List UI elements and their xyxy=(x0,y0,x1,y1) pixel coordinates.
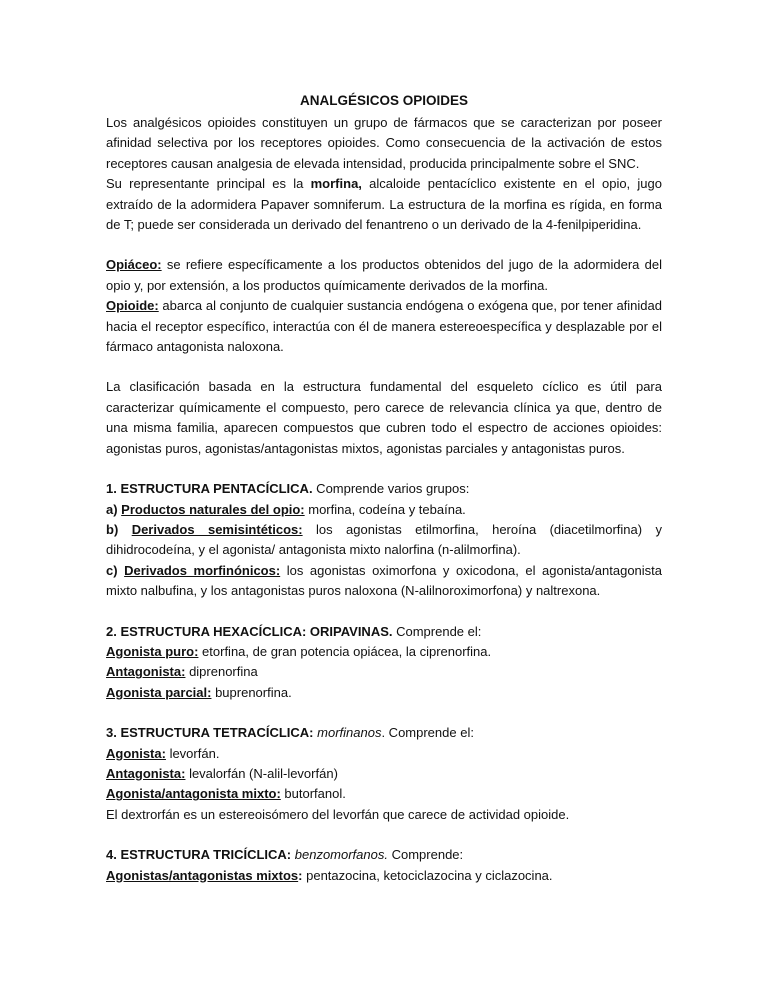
text: se refiere específicamente a los productos obtenidos del jugo de la adormidera del opio y, por extensión, a los productos químicamente derivados de la morfina. xyxy=(106,257,662,293)
section-2-line-2 xyxy=(106,662,662,682)
section-3-line-2 xyxy=(106,764,662,784)
term: Agonista/antagonista mixto: xyxy=(106,786,281,802)
section-1-item-b xyxy=(106,520,662,561)
section-2-line-3 xyxy=(106,683,662,703)
text: Comprende varios grupos: xyxy=(312,481,470,497)
section-1-heading xyxy=(106,479,662,499)
heading-italic: benzomorfanos. xyxy=(294,847,388,863)
section-1-item-a xyxy=(106,500,662,520)
opioide-definition xyxy=(106,296,662,357)
text: morfina, codeína y tebaína. xyxy=(304,501,466,517)
label: b) xyxy=(106,521,132,537)
colon: : xyxy=(298,867,303,883)
term: Productos naturales del opio: xyxy=(121,501,305,517)
term: Antagonista: xyxy=(106,664,186,680)
text: buprenorfina. xyxy=(211,684,292,700)
term: Agonistas/antagonistas mixtos xyxy=(106,867,299,883)
text: Comprende: xyxy=(387,847,464,863)
heading: 1. ESTRUCTURA PENTACÍCLICA. xyxy=(106,481,313,497)
term: Derivados morfinónicos: xyxy=(124,562,281,578)
text: levalorfán (N-alil-levorfán) xyxy=(185,765,338,781)
term: Agonista: xyxy=(106,745,166,761)
section-2-heading xyxy=(106,622,662,642)
section-3-line-3 xyxy=(106,784,662,804)
text: los agonistas etilmorfina, heroína (diacetilmorfina) y dihidrocodeína, y el agonista/ antagonista mixto nalorfina (n-alilmorfina). xyxy=(106,521,662,558)
text: Su representante principal es la xyxy=(106,176,311,192)
text: diprenorfina xyxy=(185,664,258,680)
section-2-line-1 xyxy=(106,642,662,662)
term: Agonista parcial: xyxy=(106,684,212,700)
heading: 3. ESTRUCTURA TETRACÍCLICA: xyxy=(106,725,314,741)
term: Derivados semisintéticos: xyxy=(131,521,303,537)
intro-paragraph: Los analgésicos opioides constituyen un grupo de fármacos que se caracterizan por poseer afinidad selectiva por los receptores opioides. Como consecuencia de la activación de estos receptores causan analgesia de elevada intensidad, producida principalmente sobre el SNC. xyxy=(106,115,662,171)
section-1-item-c xyxy=(106,561,662,602)
opioide-term: Opioide: xyxy=(106,298,159,314)
morfina-term: morfina, xyxy=(310,176,362,192)
opiaceo-term: Opiáceo: xyxy=(106,257,162,273)
heading: 2. ESTRUCTURA HEXACÍCLICA: ORIPAVINAS. xyxy=(106,623,393,639)
morfina-paragraph xyxy=(106,174,662,235)
classification-paragraph: La clasificación basada en la estructura fundamental del esqueleto cíclico es útil para caracterizar químicamente el compuesto, pero carece de relevancia clínica ya que, dentro de una misma familia, aparecen compuestos que cubren todo el espectro de acciones opioides: agonistas puros, agonistas/antagonistas mixtos, agonistas parciales y antagonistas puros. xyxy=(106,379,662,456)
document-page xyxy=(106,91,662,886)
section-4-heading xyxy=(106,845,662,865)
text: Comprende el: xyxy=(392,623,482,639)
section-3-note: El dextrorfán es un estereoisómero del levorfán que carece de actividad opioide. xyxy=(106,806,570,822)
opiaceo-definition xyxy=(106,255,662,296)
term: Antagonista: xyxy=(106,765,186,781)
text: pentazocina, ketociclazocina y ciclazocina. xyxy=(302,867,553,883)
page-title: ANALGÉSICOS OPIOIDES xyxy=(299,93,469,108)
text: butorfanol. xyxy=(280,786,346,802)
text: . Comprende el: xyxy=(381,725,474,741)
text: abarca al conjunto de cualquier sustancia endógena o exógena que, por tener afinidad hacia el receptor específico, interactúa con él de manera estereoespecífica y desplazable por el fármaco antagonista naloxona. xyxy=(106,298,662,355)
section-4-line-1 xyxy=(106,866,662,886)
label: c) xyxy=(106,562,125,578)
heading-italic: morfinanos xyxy=(317,725,382,741)
label: a) xyxy=(106,501,122,517)
text: etorfina, de gran potencia opiácea, la ciprenorfina. xyxy=(198,643,492,659)
heading: 4. ESTRUCTURA TRICÍCLICA: xyxy=(106,847,292,863)
section-3-heading xyxy=(106,723,662,743)
section-3-line-1 xyxy=(106,744,662,764)
term: Agonista puro: xyxy=(106,643,199,659)
text: los agonistas oximorfona y oxicodona, el agonista/antagonista mixto nalbufina, y los antagonistas puros naloxona (N-alilnoroximorfona) y naltrexona. xyxy=(106,562,663,599)
text: alcaloide pentacíclico existente en el opio, jugo extraído de la adormidera Papaver somniferum. La estructura de la morfina es rígida, en forma de T; puede ser considerada un derivado del fenantreno o un derivado de la 4-fenilpiperidina. xyxy=(106,176,662,233)
text: levorfán. xyxy=(165,745,220,761)
